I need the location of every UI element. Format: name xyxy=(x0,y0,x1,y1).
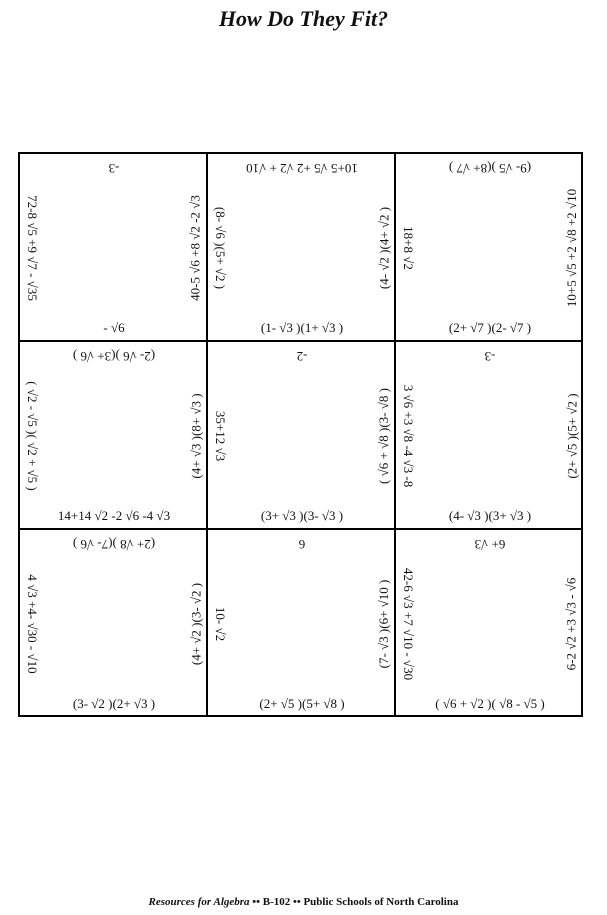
puzzle-piece xyxy=(396,530,584,718)
edge-top: 6 xyxy=(298,537,306,552)
edge-bottom: (1- √3 )(1+ √3 ) xyxy=(260,320,344,335)
edge-top: -3 xyxy=(108,161,120,176)
footer-book: Resources for Algebra xyxy=(148,896,250,908)
edge-top: 6+ √3 xyxy=(474,537,506,552)
grid-divider xyxy=(394,154,396,715)
edge-left: 3 √6 +3 √8 -4 √3 -8 xyxy=(401,384,416,488)
edge-top: -2 xyxy=(296,349,308,364)
edge-left: ( √2 - √5 )( √2 + √5 ) xyxy=(25,381,40,491)
edge-right: 10+5 √5 +2 √8 +2 √10 xyxy=(564,188,579,308)
puzzle-piece xyxy=(20,530,208,718)
page-title: How Do They Fit? xyxy=(218,6,389,31)
footer-separator: •• xyxy=(293,896,301,908)
edge-left: 72-8 √5 +9 √7 - √35 xyxy=(25,195,40,301)
edge-top: (2+ √8 )(7- √6 ) xyxy=(72,537,156,552)
puzzle-piece xyxy=(208,154,396,342)
edge-top: (2- √6 )(3+ √6 ) xyxy=(72,349,156,364)
footer-org: Public Schools of North Carolina xyxy=(303,896,459,908)
puzzle-piece xyxy=(20,154,208,342)
edge-right: (7- √3 )(6+ √10 ) xyxy=(376,579,391,669)
grid-divider xyxy=(20,340,581,342)
edge-left: 10- √2 xyxy=(213,606,228,642)
edge-right: (2+ √5 )(5+ √2 ) xyxy=(564,393,579,479)
edge-right: 40-5 √6 +8 √2 -2 √3 xyxy=(188,195,203,301)
edge-top: (9- √5 )(8+ √7 ) xyxy=(448,161,532,176)
edge-bottom: (2+ √7 )(2- √7 ) xyxy=(448,320,532,335)
edge-right: 6-2 √2 +3 √3 - √6 xyxy=(564,577,579,671)
edge-bottom: (3+ √3 )(3- √3 ) xyxy=(260,508,344,523)
edge-top: -3 xyxy=(484,349,496,364)
edge-left: (8- √6 )(5+ √2 ) xyxy=(213,206,228,290)
edge-left: 35+12 √3 xyxy=(213,410,228,462)
edge-right: (4+ √2 )(3- √2 ) xyxy=(188,582,203,666)
edge-top: 10+5 √5 +2 √2 + √10 xyxy=(246,161,358,176)
edge-bottom: (4- √3 )(3+ √3 ) xyxy=(448,508,532,523)
puzzle-piece xyxy=(208,342,396,530)
page-footer xyxy=(0,896,607,908)
puzzle-piece xyxy=(208,530,396,718)
edge-right: (4+ √3 )(8+ √3 ) xyxy=(188,393,203,479)
edge-bottom: (3- √2 )(2+ √3 ) xyxy=(72,696,156,711)
edge-bottom: ( √6 + √2 )( √8 - √5 ) xyxy=(435,696,545,711)
edge-left: 4 √3 +4- √30 - √10 xyxy=(25,574,40,674)
puzzle-piece xyxy=(396,154,584,342)
footer-code: B-102 xyxy=(262,896,291,908)
edge-right: (4- √2 )(4+ √2 ) xyxy=(376,206,391,290)
edge-left: 18+8 √2 xyxy=(401,226,416,270)
grid-divider xyxy=(20,528,581,530)
edge-bottom: 14+14 √2 -2 √6 -4 √3 xyxy=(57,508,171,523)
edge-bottom: - √6 xyxy=(103,320,125,335)
edge-left: 42-6 √3 +7 √10 - √30 xyxy=(401,567,416,681)
edge-right: ( √6 + √8 )(3- √8 ) xyxy=(376,388,391,484)
puzzle-piece xyxy=(396,342,584,530)
puzzle-piece xyxy=(20,342,208,530)
footer-separator: •• xyxy=(252,896,260,908)
grid-divider xyxy=(206,154,208,715)
puzzle-grid xyxy=(18,152,583,717)
edge-bottom: (2+ √5 )(5+ √8 ) xyxy=(259,696,345,711)
